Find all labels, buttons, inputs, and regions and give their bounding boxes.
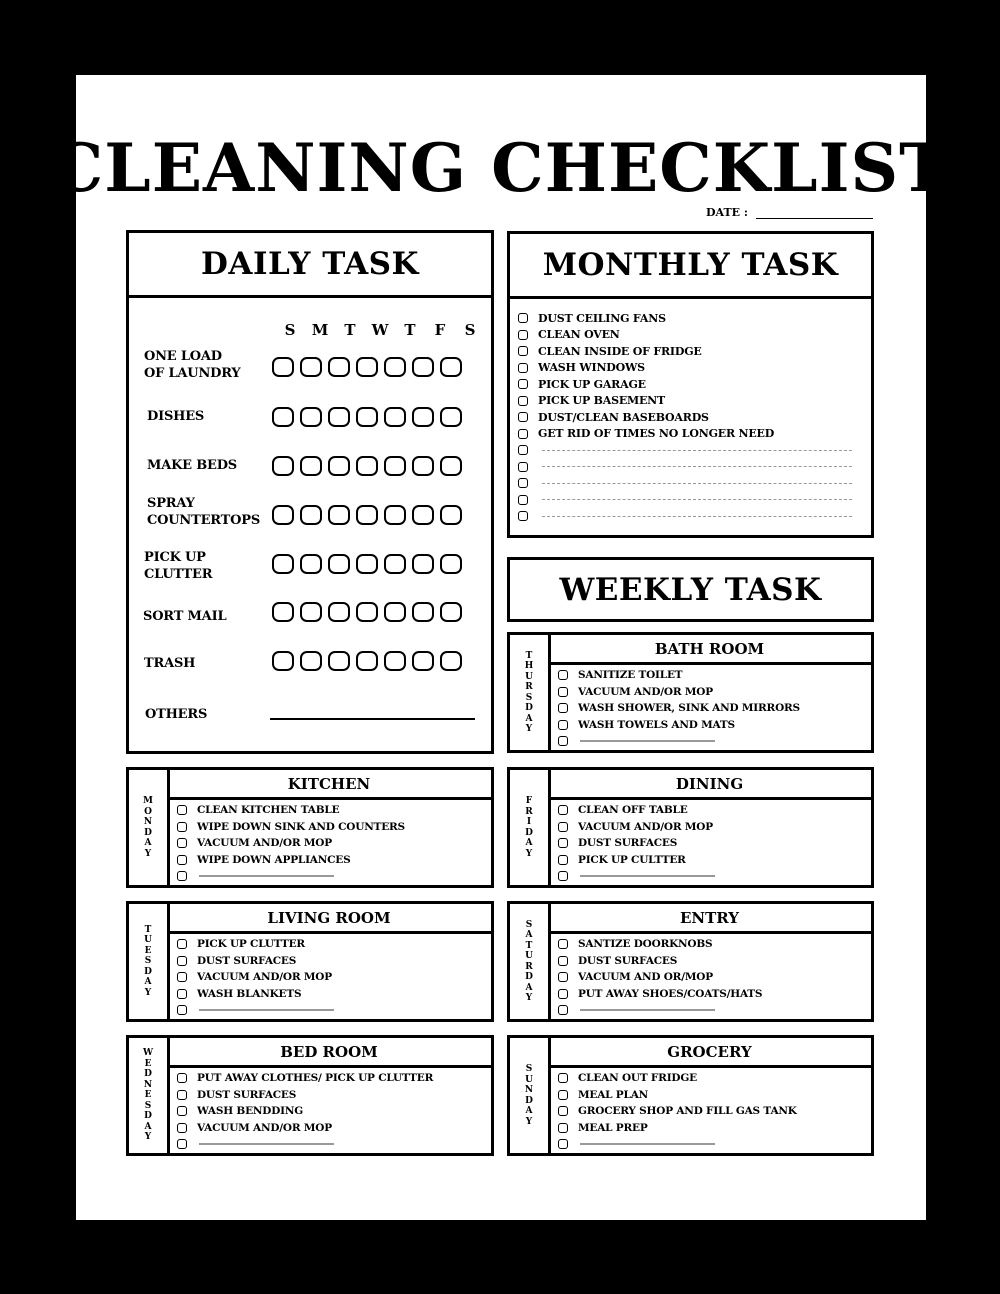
day-checkbox[interactable] [440,505,462,525]
list-item: PUT AWAY SHOES/COATS/HATS [558,986,861,1003]
day-checkbox[interactable] [328,456,350,476]
list-item: VACUUM AND/OR MOP [558,684,861,701]
blank-line[interactable] [199,875,334,877]
room-heading: ENTRY [548,904,871,934]
blank-list-item [558,733,861,750]
checkbox[interactable] [177,989,187,999]
list-item: VACUUM AND/OR MOP [177,1120,481,1137]
daily-row-label: ONE LOAD OF LAUNDRY [144,349,241,381]
day-label-wednesday: W E D N E S D A Y [129,1038,170,1153]
day-letter: S [464,321,476,339]
day-checkbox[interactable] [328,357,350,377]
day-checkbox[interactable] [272,456,294,476]
checkbox[interactable] [558,805,568,815]
checkbox[interactable] [558,1005,568,1015]
checkbox[interactable] [518,478,528,488]
day-checkbox[interactable] [440,602,462,622]
checkbox[interactable] [177,1106,187,1116]
checkbox[interactable] [558,703,568,713]
blank-dashed-line[interactable] [542,483,852,484]
day-letter: T [404,321,416,339]
daily-checkbox-row [272,554,468,574]
blank-dashed-line[interactable] [542,499,852,500]
checkbox[interactable] [518,511,528,521]
list-item: WASH TOWELS AND MATS [558,717,861,734]
day-checkbox[interactable] [272,651,294,671]
room-task-list [558,1070,861,1153]
weekly-task-box [507,557,874,622]
daily-checkbox-row [272,602,468,622]
day-label-friday: F R I D A Y [510,770,551,885]
list-item: WASH BENDDING [177,1103,481,1120]
grocery-box [507,1035,874,1156]
blank-list-item [177,1002,481,1019]
day-checkbox[interactable] [440,357,462,377]
day-label-sunday: S U N D A Y [510,1038,551,1153]
checkbox[interactable] [558,871,568,881]
dining-box [507,767,874,888]
checkbox[interactable] [518,379,528,389]
list-item: PICK UP BASEMENT [518,393,858,410]
list-item: SANITIZE TOILET [558,667,861,684]
list-item: GROCERY SHOP AND FILL GAS TANK [558,1103,861,1120]
checkbox[interactable] [558,989,568,999]
day-checkbox[interactable] [412,554,434,574]
day-checkbox[interactable] [272,357,294,377]
daily-checkbox-row [272,407,468,427]
day-checkbox[interactable] [384,407,406,427]
day-checkbox[interactable] [356,505,378,525]
day-checkbox[interactable] [356,456,378,476]
page-title: CLEANING CHECKLIST [50,129,950,207]
day-checkbox[interactable] [384,505,406,525]
room-heading: GROCERY [548,1038,871,1068]
room-task-list [558,802,861,885]
checkbox[interactable] [518,396,528,406]
list-item: PICK UP CLUTTER [177,936,481,953]
weekday-header [275,321,485,339]
day-checkbox[interactable] [272,407,294,427]
monthly-task-heading: MONTHLY TASK [510,234,871,299]
day-checkbox[interactable] [412,505,434,525]
date-field-line[interactable] [756,218,873,219]
checkbox[interactable] [518,462,528,472]
blank-line[interactable] [580,740,715,742]
day-checkbox[interactable] [412,602,434,622]
list-item: VACUUM AND/OR MOP [177,835,481,852]
blank-line[interactable] [199,1009,334,1011]
checkbox[interactable] [558,956,568,966]
blank-list-item [558,1136,861,1153]
list-item: MEAL PREP [558,1120,861,1137]
blank-list-item [518,508,858,525]
room-heading: BATH ROOM [548,635,871,665]
day-letter: F [434,321,446,339]
daily-row-label: DISHES [147,409,205,424]
checkbox[interactable] [518,429,528,439]
daily-checkbox-row [272,456,468,476]
day-checkbox[interactable] [384,456,406,476]
others-field-line[interactable] [270,718,475,720]
blank-list-item [518,442,858,459]
day-label-saturday: S A T U R D A Y [510,904,551,1019]
day-letter: T [344,321,356,339]
checkbox[interactable] [558,736,568,746]
day-letter: W [371,321,389,339]
blank-dashed-line[interactable] [542,516,852,517]
checkbox[interactable] [518,495,528,505]
blank-line[interactable] [580,1009,715,1011]
daily-checkbox-row [272,357,468,377]
day-checkbox[interactable] [272,505,294,525]
day-letter: M [311,321,329,339]
list-item: VACUUM AND/OR MOP [177,969,481,986]
daily-checkbox-row [272,651,468,671]
day-checkbox[interactable] [300,505,322,525]
daily-row-label: PICK UP CLUTTER [144,550,213,582]
checkbox[interactable] [518,346,528,356]
list-item: SANTIZE DOORKNOBS [558,936,861,953]
weekly-task-heading: WEEKLY TASK [559,571,822,608]
list-item: CLEAN OUT FRIDGE [558,1070,861,1087]
checkbox[interactable] [177,1090,187,1100]
list-item: DUST SURFACES [177,953,481,970]
day-checkbox[interactable] [328,505,350,525]
room-task-list [177,936,481,1019]
checkbox[interactable] [177,1073,187,1083]
list-item: VACUUM AND/OR MOP [558,819,861,836]
list-item: WASH BLANKETS [177,986,481,1003]
list-item: CLEAN OVEN [518,327,858,344]
day-checkbox[interactable] [328,554,350,574]
bath-room-box [507,632,874,753]
list-item: WASH SHOWER, SINK AND MIRRORS [558,700,861,717]
day-checkbox[interactable] [328,651,350,671]
day-label-thursday: T H U R S D A Y [510,635,551,750]
checkbox[interactable] [558,972,568,982]
checkbox[interactable] [177,972,187,982]
checkbox[interactable] [558,720,568,730]
living-room-box [126,901,494,1022]
others-label: OTHERS [145,707,208,722]
checkbox[interactable] [177,871,187,881]
day-checkbox[interactable] [300,554,322,574]
checkbox[interactable] [558,1073,568,1083]
checkbox[interactable] [558,855,568,865]
entry-box [507,901,874,1022]
day-checkbox[interactable] [356,602,378,622]
list-item: WASH WINDOWS [518,360,858,377]
blank-dashed-line[interactable] [542,450,852,451]
blank-list-item [518,475,858,492]
day-label-tuesday: T U E S D A Y [129,904,170,1019]
checkbox[interactable] [177,1123,187,1133]
blank-list-item [558,868,861,885]
day-checkbox[interactable] [384,554,406,574]
room-task-list [177,802,481,885]
checkbox[interactable] [518,313,528,323]
day-checkbox[interactable] [356,357,378,377]
day-checkbox[interactable] [300,602,322,622]
checkbox[interactable] [518,445,528,455]
checkbox[interactable] [177,855,187,865]
blank-line[interactable] [199,1143,334,1145]
day-checkbox[interactable] [384,602,406,622]
checkbox[interactable] [558,1123,568,1133]
room-heading: KITCHEN [167,770,491,800]
day-checkbox[interactable] [412,407,434,427]
list-item: PICK UP CULTTER [558,852,861,869]
daily-task-heading: DAILY TASK [129,233,491,298]
checkbox[interactable] [177,939,187,949]
day-letter: S [284,321,296,339]
day-checkbox[interactable] [384,357,406,377]
daily-row-label: TRASH [144,656,196,671]
monthly-task-box [507,231,874,538]
blank-list-item [177,868,481,885]
day-checkbox[interactable] [384,651,406,671]
checkbox[interactable] [177,822,187,832]
day-label-monday: M O N D A Y [129,770,170,885]
day-checkbox[interactable] [440,651,462,671]
day-checkbox[interactable] [300,456,322,476]
daily-row-label: MAKE BEDS [147,458,237,473]
checkbox[interactable] [558,1090,568,1100]
list-item: VACUUM AND OR/MOP [558,969,861,986]
list-item: PICK UP GARAGE [518,376,858,393]
checkbox[interactable] [177,1005,187,1015]
list-item: CLEAN INSIDE OF FRIDGE [518,343,858,360]
checkbox[interactable] [558,687,568,697]
blank-list-item [558,1002,861,1019]
list-item: CLEAN KITCHEN TABLE [177,802,481,819]
checkbox[interactable] [558,939,568,949]
day-checkbox[interactable] [412,651,434,671]
list-item: DUST CEILING FANS [518,310,858,327]
kitchen-box [126,767,494,888]
day-checkbox[interactable] [356,554,378,574]
blank-list-item [518,492,858,509]
list-item: WIPE DOWN SINK AND COUNTERS [177,819,481,836]
checkbox[interactable] [558,838,568,848]
room-heading: LIVING ROOM [167,904,491,934]
date-label: DATE : [706,206,748,219]
blank-list-item [177,1136,481,1153]
day-checkbox[interactable] [272,602,294,622]
checkbox[interactable] [177,956,187,966]
day-checkbox[interactable] [412,357,434,377]
list-item: GET RID OF TIMES NO LONGER NEED [518,426,858,443]
list-item: WIPE DOWN APPLIANCES [177,852,481,869]
list-item: DUST/CLEAN BASEBOARDS [518,409,858,426]
day-checkbox[interactable] [300,651,322,671]
list-item: MEAL PLAN [558,1087,861,1104]
daily-row-label: SORT MAIL [143,609,227,624]
bed-room-box [126,1035,494,1156]
room-task-list [177,1070,481,1153]
daily-row-label: SPRAY COUNTERTOPS [147,496,261,528]
room-heading: BED ROOM [167,1038,491,1068]
blank-list-item [518,459,858,476]
room-heading: DINING [548,770,871,800]
checkbox[interactable] [177,838,187,848]
list-item: CLEAN OFF TABLE [558,802,861,819]
day-checkbox[interactable] [412,456,434,476]
day-checkbox[interactable] [440,407,462,427]
day-checkbox[interactable] [300,357,322,377]
list-item: DUST SURFACES [177,1087,481,1104]
room-task-list [558,936,861,1019]
day-checkbox[interactable] [300,407,322,427]
list-item: DUST SURFACES [558,835,861,852]
day-checkbox[interactable] [440,554,462,574]
list-item: DUST SURFACES [558,953,861,970]
day-checkbox[interactable] [356,651,378,671]
list-item: PUT AWAY CLOTHES/ PICK UP CLUTTER [177,1070,481,1087]
room-task-list [558,667,861,750]
day-checkbox[interactable] [328,602,350,622]
checkbox[interactable] [177,1139,187,1149]
checkbox[interactable] [558,1139,568,1149]
checkbox[interactable] [558,822,568,832]
day-checkbox[interactable] [356,407,378,427]
checkbox[interactable] [518,412,528,422]
monthly-task-list [518,310,858,525]
daily-checkbox-row [272,505,468,525]
checkbox[interactable] [518,363,528,373]
checkbox[interactable] [558,1106,568,1116]
day-checkbox[interactable] [272,554,294,574]
blank-line[interactable] [580,875,715,877]
checkbox[interactable] [558,670,568,680]
checkbox[interactable] [518,330,528,340]
daily-task-box [126,230,494,754]
blank-dashed-line[interactable] [542,466,852,467]
checkbox[interactable] [177,805,187,815]
day-checkbox[interactable] [328,407,350,427]
day-checkbox[interactable] [440,456,462,476]
blank-line[interactable] [580,1143,715,1145]
